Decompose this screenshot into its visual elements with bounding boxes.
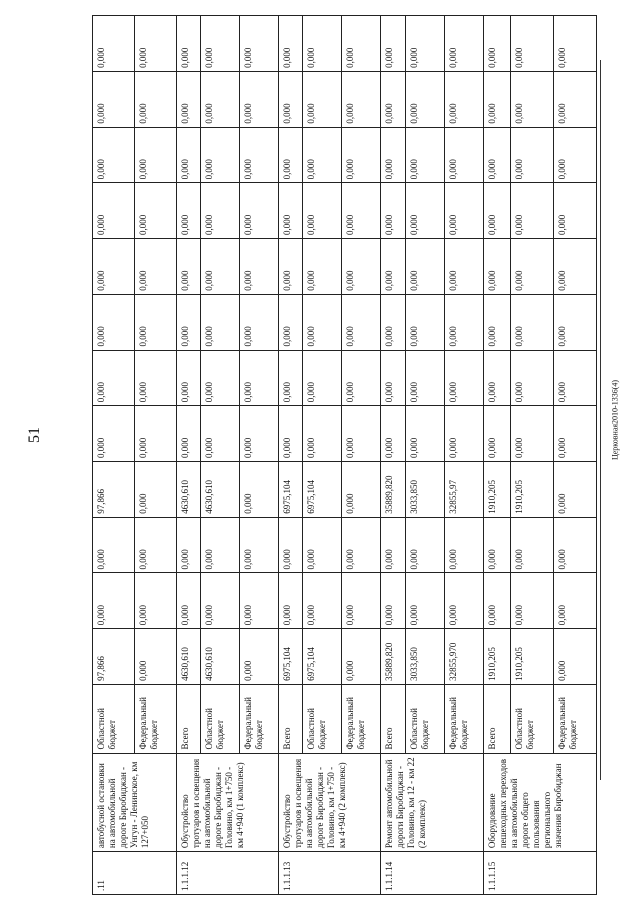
amount-cell: 0,000 (93, 127, 135, 183)
amount-cell: 0,000 (134, 16, 176, 72)
amount-cell: 0,000 (176, 517, 200, 573)
funding-source-cell: Областной бюджет (303, 684, 342, 753)
amount-cell: 0,000 (134, 461, 176, 517)
amount-cell: 1910,205 (510, 461, 553, 517)
amount-cell: 0,000 (483, 239, 510, 295)
amount-cell: 0,000 (483, 71, 510, 127)
amount-cell: 0,000 (176, 239, 200, 295)
amount-cell: 0,000 (342, 239, 381, 295)
amount-cell: 0,000 (483, 294, 510, 350)
item-number-cell: 1.1.1.13 (278, 852, 380, 895)
amount-cell: 0,000 (134, 127, 176, 183)
amount-cell: 0,000 (381, 71, 405, 127)
amount-cell: 0,000 (405, 239, 444, 295)
amount-cell: 0,000 (93, 350, 135, 406)
amount-cell: 0,000 (553, 127, 596, 183)
amount-cell: 0,000 (510, 350, 553, 406)
amount-cell: 0,000 (405, 183, 444, 239)
amount-cell: 0,000 (239, 461, 278, 517)
doc-code-text: Церковная2010-1336(4) (610, 379, 620, 461)
amount-cell: 0,000 (176, 183, 200, 239)
amount-cell: 0,000 (405, 517, 444, 573)
amount-cell: 0,000 (200, 16, 239, 72)
item-name-cell: Обустройство тротуаров и освещения на автомобильной дороге Биробиджан - Головино, км 1+750 - км 4+940 (2 комплекс) (278, 753, 380, 852)
amount-cell: 0,000 (381, 406, 405, 462)
amount-cell: 0,000 (444, 71, 483, 127)
amount-cell: 0,000 (483, 127, 510, 183)
footer-doc-code (600, 40, 630, 800)
amount-cell: 0,000 (444, 183, 483, 239)
funding-source-cell: Областной бюджет (93, 684, 135, 753)
amount-cell: 0,000 (381, 183, 405, 239)
amount-cell: 0,000 (278, 239, 302, 295)
amount-cell: 0,000 (200, 294, 239, 350)
amount-cell: 0,000 (93, 573, 135, 629)
amount-cell: 0,000 (278, 127, 302, 183)
amount-cell: 0,000 (510, 239, 553, 295)
amount-cell: 0,000 (303, 517, 342, 573)
amount-cell: 0,000 (483, 16, 510, 72)
amount-cell: 0,000 (134, 239, 176, 295)
amount-cell: 0,000 (342, 127, 381, 183)
amount-cell: 35889,820 (381, 461, 405, 517)
amount-cell: 0,000 (200, 71, 239, 127)
amount-cell: 0,000 (510, 127, 553, 183)
table-row (381, 16, 405, 895)
amount-cell: 0,000 (200, 127, 239, 183)
amount-cell: 0,000 (381, 350, 405, 406)
amount-cell: 0,000 (200, 406, 239, 462)
amount-cell: 0,000 (200, 239, 239, 295)
amount-cell: 0,000 (342, 350, 381, 406)
funding-source-cell: Областной бюджет (510, 684, 553, 753)
item-number-cell: .11 (93, 852, 177, 895)
amount-cell: 0,000 (444, 406, 483, 462)
amount-cell: 0,000 (483, 573, 510, 629)
amount-cell: 0,000 (381, 16, 405, 72)
amount-cell: 0,000 (553, 294, 596, 350)
amount-cell: 0,000 (510, 183, 553, 239)
page-number: 51 (26, 427, 43, 443)
amount-cell: 0,000 (444, 294, 483, 350)
program-table-container (92, 15, 597, 895)
amount-cell: 0,000 (239, 294, 278, 350)
item-name-cell: Оборудование пешеходных переходов на автомобильной дороге общего пользования регионального значения Биробиджан (483, 753, 596, 852)
amount-cell: 0,000 (93, 183, 135, 239)
funding-source-cell: Федеральный бюджет (134, 684, 176, 753)
amount-cell: 0,000 (444, 517, 483, 573)
amount-cell: 4630,610 (200, 629, 239, 685)
amount-cell: 0,000 (405, 350, 444, 406)
amount-cell: 0,000 (278, 517, 302, 573)
amount-cell: 0,000 (134, 350, 176, 406)
amount-cell: 0,000 (553, 517, 596, 573)
amount-cell: 6975,104 (303, 629, 342, 685)
amount-cell: 0,000 (176, 350, 200, 406)
item-name-cell: Обустройство тротуаров и освещения на автомобильной дороге Биробиджан - Головино, км 1+750 - км 4+940 (1 комплекс) (176, 753, 278, 852)
funding-source-cell: Всего (278, 684, 302, 753)
amount-cell: 0,000 (303, 350, 342, 406)
item-name-cell: автобусной остановки на автомобильной дороге Биробиджан - Унгун - Ленинское, км 127+050 (93, 753, 177, 852)
amount-cell: 0,000 (342, 16, 381, 72)
amount-cell: 0,000 (239, 16, 278, 72)
amount-cell: 0,000 (381, 294, 405, 350)
amount-cell: 32855,97 (444, 461, 483, 517)
amount-cell: 0,000 (239, 406, 278, 462)
amount-cell: 0,000 (553, 183, 596, 239)
funding-source-cell: Федеральный бюджет (239, 684, 278, 753)
amount-cell: 0,000 (342, 183, 381, 239)
amount-cell: 0,000 (342, 294, 381, 350)
amount-cell: 0,000 (278, 350, 302, 406)
amount-cell: 0,000 (405, 406, 444, 462)
amount-cell: 0,000 (303, 573, 342, 629)
amount-cell: 1910,205 (483, 461, 510, 517)
amount-cell: 0,000 (303, 239, 342, 295)
amount-cell: 4630,610 (200, 461, 239, 517)
amount-cell: 0,000 (176, 16, 200, 72)
table-row (278, 16, 302, 895)
amount-cell: 0,000 (134, 294, 176, 350)
amount-cell: 0,000 (134, 517, 176, 573)
item-number-cell: 1.1.1.14 (381, 852, 483, 895)
amount-cell: 0,000 (93, 517, 135, 573)
amount-cell: 3033,850 (405, 461, 444, 517)
amount-cell: 0,000 (483, 406, 510, 462)
amount-cell: 0,000 (553, 16, 596, 72)
amount-cell: 0,000 (483, 183, 510, 239)
amount-cell: 0,000 (553, 71, 596, 127)
amount-cell: 32855,970 (444, 629, 483, 685)
amount-cell: 0,000 (239, 239, 278, 295)
amount-cell: 0,000 (93, 71, 135, 127)
amount-cell: 0,000 (93, 239, 135, 295)
amount-cell: 0,000 (239, 350, 278, 406)
amount-cell: 0,000 (303, 127, 342, 183)
amount-cell: 0,000 (510, 16, 553, 72)
amount-cell: 0,000 (381, 239, 405, 295)
funding-source-cell: Всего (381, 684, 405, 753)
amount-cell: 0,000 (176, 294, 200, 350)
amount-cell: 0,000 (93, 406, 135, 462)
amount-cell: 0,000 (342, 629, 381, 685)
amount-cell: 4630,610 (176, 629, 200, 685)
amount-cell: 0,000 (278, 573, 302, 629)
amount-cell: 0,000 (342, 71, 381, 127)
table-body (93, 16, 597, 895)
amount-cell: 4630,610 (176, 461, 200, 517)
amount-cell: 6975,104 (278, 629, 302, 685)
amount-cell: 0,000 (200, 573, 239, 629)
amount-cell: 0,000 (342, 406, 381, 462)
funding-source-cell: Федеральный бюджет (444, 684, 483, 753)
amount-cell: 0,000 (553, 629, 596, 685)
amount-cell: 0,000 (278, 71, 302, 127)
amount-cell: 0,000 (553, 239, 596, 295)
amount-cell: 0,000 (444, 239, 483, 295)
funding-source-cell: Областной бюджет (200, 684, 239, 753)
amount-cell: 0,000 (510, 406, 553, 462)
amount-cell: 0,000 (239, 183, 278, 239)
amount-cell: 0,000 (381, 517, 405, 573)
amount-cell: 0,000 (342, 573, 381, 629)
amount-cell: 0,000 (303, 183, 342, 239)
amount-cell: 0,000 (405, 127, 444, 183)
amount-cell: 0,000 (381, 573, 405, 629)
item-name-cell: Ремонт автомобильной дороги Биробиджан - Головино, км 12 - км 22 (2 комплекс) (381, 753, 483, 852)
amount-cell: 97,866 (93, 629, 135, 685)
amount-cell: 97,866 (93, 461, 135, 517)
funding-source-cell: Всего (483, 684, 510, 753)
amount-cell: 0,000 (278, 183, 302, 239)
amount-cell: 0,000 (239, 71, 278, 127)
amount-cell: 0,000 (553, 573, 596, 629)
amount-cell: 0,000 (239, 517, 278, 573)
amount-cell: 0,000 (93, 16, 135, 72)
amount-cell: 0,000 (176, 406, 200, 462)
amount-cell: 0,000 (405, 16, 444, 72)
program-funding-table (92, 15, 597, 895)
table-row (483, 16, 510, 895)
amount-cell: 0,000 (134, 406, 176, 462)
amount-cell: 0,000 (134, 183, 176, 239)
amount-cell: 0,000 (278, 294, 302, 350)
amount-cell: 3033,850 (405, 629, 444, 685)
amount-cell: 0,000 (303, 16, 342, 72)
amount-cell: 0,000 (405, 294, 444, 350)
item-number-cell: 1.1.1.15 (483, 852, 596, 895)
amount-cell: 0,000 (176, 127, 200, 183)
amount-cell: 0,000 (553, 406, 596, 462)
amount-cell: 0,000 (405, 573, 444, 629)
funding-source-cell: Всего (176, 684, 200, 753)
amount-cell: 0,000 (134, 71, 176, 127)
amount-cell: 1910,205 (510, 629, 553, 685)
table-row (176, 16, 200, 895)
amount-cell: 0,000 (444, 127, 483, 183)
amount-cell: 0,000 (444, 573, 483, 629)
funding-source-cell: Федеральный бюджет (342, 684, 381, 753)
amount-cell: 0,000 (239, 127, 278, 183)
amount-cell: 0,000 (444, 16, 483, 72)
amount-cell: 0,000 (510, 71, 553, 127)
amount-cell: 0,000 (200, 183, 239, 239)
amount-cell: 0,000 (553, 461, 596, 517)
footer-rule (600, 60, 601, 780)
amount-cell: 0,000 (405, 71, 444, 127)
amount-cell: 0,000 (176, 71, 200, 127)
amount-cell: 0,000 (278, 16, 302, 72)
amount-cell: 0,000 (303, 406, 342, 462)
amount-cell: 0,000 (134, 629, 176, 685)
amount-cell: 0,000 (200, 517, 239, 573)
amount-cell: 0,000 (239, 573, 278, 629)
amount-cell: 0,000 (483, 517, 510, 573)
amount-cell: 0,000 (176, 573, 200, 629)
amount-cell: 0,000 (342, 461, 381, 517)
amount-cell: 0,000 (381, 127, 405, 183)
funding-source-cell: Областной бюджет (405, 684, 444, 753)
item-number-cell: 1.1.1.12 (176, 852, 278, 895)
amount-cell: 1910,205 (483, 629, 510, 685)
amount-cell: 0,000 (303, 71, 342, 127)
amount-cell: 0,000 (303, 294, 342, 350)
amount-cell: 0,000 (239, 629, 278, 685)
amount-cell: 0,000 (510, 517, 553, 573)
amount-cell: 0,000 (510, 294, 553, 350)
amount-cell: 0,000 (553, 350, 596, 406)
amount-cell: 0,000 (278, 406, 302, 462)
amount-cell: 0,000 (444, 350, 483, 406)
amount-cell: 0,000 (342, 517, 381, 573)
amount-cell: 0,000 (134, 573, 176, 629)
amount-cell: 0,000 (483, 350, 510, 406)
amount-cell: 0,000 (200, 350, 239, 406)
amount-cell: 0,000 (93, 294, 135, 350)
table-row (93, 16, 135, 895)
amount-cell: 35889,820 (381, 629, 405, 685)
amount-cell: 6975,104 (303, 461, 342, 517)
amount-cell: 6975,104 (278, 461, 302, 517)
funding-source-cell: Федеральный бюджет (553, 684, 596, 753)
amount-cell: 0,000 (510, 573, 553, 629)
